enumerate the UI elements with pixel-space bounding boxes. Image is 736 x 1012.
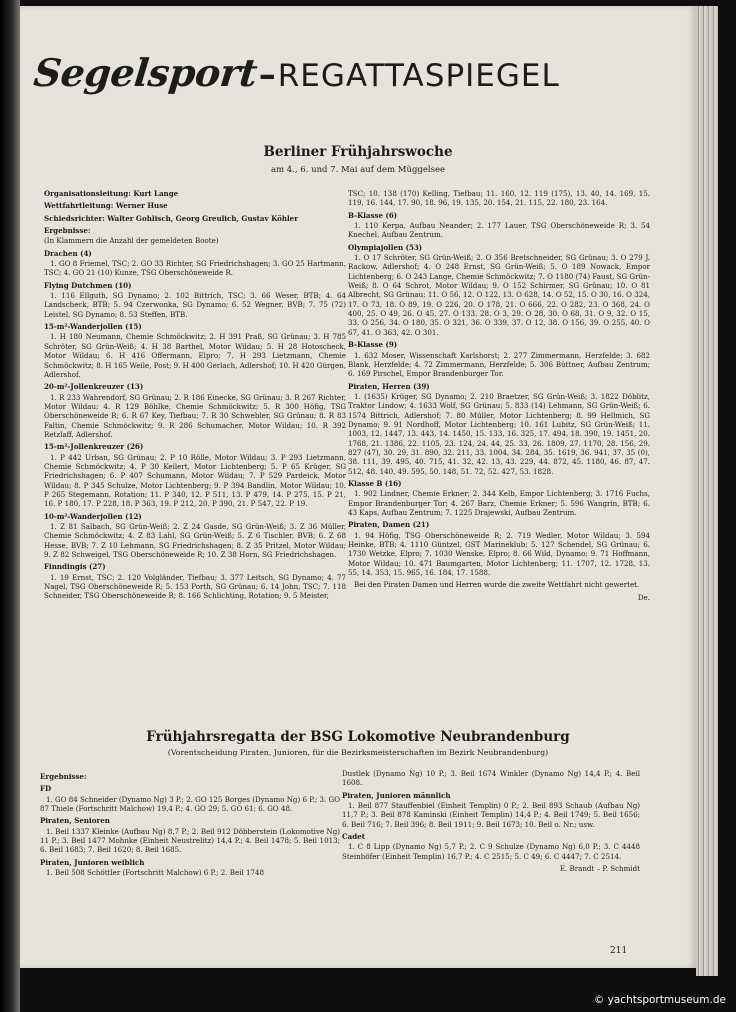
result-paragraph: 1. GO 8 Friemel, TSC; 2. GO 33 Richter, SG Friedrichshagen; 3. GO 25 Hartmann, TSC; 4. GO 21 (10) Kunze, TSG Oberschöneweide R. bbox=[44, 259, 346, 278]
magazine-page bbox=[20, 6, 696, 968]
class-heading: B-Klasse (9) bbox=[348, 340, 398, 350]
header-caps-word: REGATTASPIEGEL bbox=[277, 58, 560, 94]
class-heading: Piraten, Herren (39) bbox=[348, 381, 430, 391]
class-heading: Piraten, Senioren bbox=[40, 816, 110, 826]
class-heading: Piraten, Damen (21) bbox=[348, 520, 430, 530]
result-paragraph: 1. Beil 877 Stauffenbiel (Einheit Templin) 0 P.; 2. Beil 893 Schaub (Aufbau Ng) 11,7 P.; 3. Beil 878 Kaminski (Einheit Templin) 14,4 P.; 4. Beil 1749; 5. Beil 1656; 6. Beil 716; 7. Beil 396; 8. Beil 1911; 9. Beil 1673; 10. Beil o. Nr.; usw. bbox=[342, 801, 640, 829]
class-heading: Drachen (4) bbox=[44, 248, 92, 258]
officials-line: Schiedsrichter: Walter Gohlisch, Georg Greulich, Gustav Köhler bbox=[44, 213, 298, 223]
class-heading: Ergebnisse: bbox=[40, 772, 87, 781]
result-paragraph: 1. Z 81 Salbach, SG Grün-Weiß; 2. Z 24 Gasde, SG Grün-Weiß; 3. Z 36 Müller, Chemie Schmöckwitz; 4. Z 83 Lahl, SG Grün-Weiß; 5. Z 6 Tischler, BVB; 6. Z 68 Hesse, BVB; 7. Z 10 Lehmann, SG Friedrichshagen; 8. Z 35 Pritzel, Motor Wildau; 9. Z 82 Schweigel, TSG Oberschöneweide R; 10. Z 38 Horn, SG Friedrichshagen. bbox=[44, 522, 346, 560]
result-paragraph: 1. Beil 1337 Kleinke (Aufbau Ng) 8,7 P.; 2. Beil 912 Döbberstein (Lokomotive Ng) 11 P.; 3. Beil 1477 Mohnke (Einheit Neustrelitz) 14,4 P.; 4. Beil 1478; 5. Beil 1013; 6. Beil 1683; 7. Beil 1620; 8. Beil 1685. bbox=[40, 826, 340, 855]
section2-subtitle: (Vorentscheidung Piraten, Junioren, für die Bezirksmeisterschaften im Bezirk Neubrandenburg) bbox=[167, 748, 549, 757]
result-paragraph: Dustlek (Dynamo Ng) 10 P.; 3. Beil 1674 Winkler (Dynamo Ng) 14,4 P.; 4. Beil 1608. bbox=[342, 769, 640, 788]
class-heading: Finndingis (27) bbox=[44, 562, 106, 572]
class-heading: Cadet bbox=[342, 832, 365, 842]
watermark: © yachtsportmuseum.de bbox=[593, 994, 726, 1006]
result-paragraph: 1. GO 84 Schneider (Dynamo Ng) 3 P.; 2. GO 125 Borges (Dynamo Ng) 6 P.; 3. GO 87 Thiele (Fortschritt Malchow) 19,4 P.; 4. GO 29; 5. GO 61; 6. GO 48. bbox=[40, 794, 341, 814]
result-paragraph: 1. R 233 Wahrendorf, SG Grünau; 2. R 186 Einecke, SG Grünau; 3. R 267 Richter, Motor Wildau; 4. R 129 Böhlke, Chemie Schmöckwitz; 5. R 300 Höfig, TSG Oberschöneweide R; 6. R 67 Key, Tiefbau; 7. R 30 Schwebler, SG Grünau; 8. R 83 Faltin, Chemie Schmöckwitz; 9. R 286 Schumacher, Motor Wildau; 10. R 392 Retzlaff, Adlershof. bbox=[44, 392, 346, 439]
class-heading: B-Klasse (6) bbox=[348, 210, 398, 220]
class-heading: Olympiajollen (53) bbox=[348, 242, 423, 252]
result-paragraph: 1. H 180 Neumann, Chemie Schmöckwitz; 2. H 391 Praß, SG Grünau; 3. H 785 Schröter, SG Grün-Weiß; 4. H 38 Barthel, Motor Wildau; 5. H 28 Hotoscheck, Motor Wildau; 6. H 416 Offermann, Elpro; 7. H 293 Lietzmann, Chemie Schmöckwitz; 8. H 165 Weile, Post; 9. H 400 Gerlach, Adlershof; 10. H 420 Gürgen, Adlershof. bbox=[44, 332, 346, 379]
result-paragraph: 1. C 8 Lipp (Dynamo Ng) 5,7 P.; 2. C 9 Schulze (Dynamo Ng) 6,0 P.; 3. C 4448 Steinhöfer (Einheit Templin) 16,7 P.; 4. C 2515; 5. C 49; 6. C 4447; 7. C 2514. bbox=[342, 842, 640, 861]
result-paragraph: 1. O 17 Schröter, SG Grün-Weiß; 2. O 356 Bretschneider, SG Grünau; 3. O 279 J. Rackow, Adlershof; 4. O 248 Ernst, SG Grün-Weiß; 5. O 189 Nowack, Empor Lichtenberg; 6. O 243 Lange, Chemie Schmöckwitz; 7. O 1180 (74) Faust, SG Grün-Weiß; 8. O 64 Schrot, Motor Wildau; 9. O 152 Schirmer, SG Grünau; 10. O 81 Albrecht, SG Grünau; 11. O 56, 12. O 122, 13. O 628, 14. O 52, 15. O 30, 16. O 324, 17. O 73, 18. O 89, 19. O 226, 20. O 178, 21. O 666, 22. O 282, 23. O 368, 24. O 400, 25. O 49, 26. O 45, 27. O 133, 28. O 3, 29. O 28, 30. O 68, 31. O 9, 32. O 15, 33. O 256, 34. O 180, 35. O 321, 36. O 339, 37. O 12, 38. O 156, 39. O 255, 40. O 67, 41. O 363, 42. O 301. bbox=[348, 253, 650, 337]
section2-title: Frühjahrsregatta der BSG Lokomotive Neubrandenburg bbox=[146, 729, 570, 745]
officials-line: Wettfahrtleitung: Werner Huse bbox=[44, 201, 168, 211]
result-paragraph: 1. (1635) Krüger, SG Dynamo; 2. 210 Braetzer, SG Grün-Weiß; 3. 1822 Döblitz, Traktor Lindow; 4. 1633 Wolf, SG Grünau; 5. 833 (14) Lehmann, SG Grün-Weiß; 6. 1574 Bittrich, Adlershof; 7. 80 Müller, Motor Lichtenberg; 8. 99 Hellmich, SG Dynamo; 9. 91 Nordhoff, Motor Lichtenberg; 10. 161 Lubitz, SG Grün-Weiß; 11. 1003, 12. 1447, 13. 443, 14. 1450, 15. 133, 16. 325, 17. 494, 18. 390, 19. 1451, 20. 1768, 21. 1386, 22. 1105, 23. 124, 24. 44, 25. 33, 26. 1809, 27. 1170, 28. 156, 29. 827 (47), 30. 29, 31. 890, 32. 211, 33. 1004, 34. 284, 35. 1619, 36. 941, 37. 35 (0), 38. 111, 39. 495, 40. 715, 41. 32, 42. 13, 43. 229, 44. 872, 45. 1180, 46. 87, 47. 512, 48. 140, 49. 595, 50. 148, 51. 72, 52. 427, 53. 1828. bbox=[348, 391, 650, 476]
result-paragraph: 1. 19 Ernst, TSC; 2. 120 Volgländer, Tiefbau; 3. 377 Leitsch, SG Dynamo; 4. 77 Nagel, TSG Oberschöneweide R; 5. 153 Porth, SG Grünau; 6. 14 John, TSC; 7. 118 Schneider, TSG Oberschöneweide R; 8. 166 Schlichting, Rotation; 9. 5 Meister, bbox=[44, 572, 346, 601]
class-heading: Piraten, Junioren weiblich bbox=[40, 857, 145, 867]
signature: E. Brandt – P. Schmidt bbox=[559, 864, 640, 874]
class-heading: Ergebnisse: bbox=[44, 226, 91, 236]
result-paragraph: (In Klammern die Anzahl der gemeldeten Boote) bbox=[44, 236, 219, 246]
section2-right-column bbox=[342, 769, 640, 876]
result-paragraph: TSC; 10. 138 (170) Kelling, Tiefbau; 11. 160, 12. 119 (175), 13. 40, 14. 169, 15. 119, 16. 144, 17. 90, 18. 96, 19. 135, 20. 154, 21. 115, 22. 180, 23. 164. bbox=[348, 189, 650, 208]
result-paragraph: 1. Beil 508 Schöttler (Fortschritt Malchow) 6 P.; 2. Beil 1748 bbox=[46, 868, 265, 878]
section1-right-column bbox=[348, 189, 650, 605]
class-heading: Piraten, Junioren männlich bbox=[342, 790, 451, 800]
page-header bbox=[31, 50, 674, 110]
page-stack-edge bbox=[696, 6, 718, 976]
section2-left-column bbox=[40, 769, 340, 880]
header-dash: – bbox=[258, 55, 276, 95]
result-paragraph: 1. 94 Höfig, TSG Oberschöneweide R; 2. 719 Wedler, Motor Wildau; 3. 594 Heinke, BTB; 4. 1110 Güntzel, GST Marineklub; 5. 127 Schendel, SG Grünau; 6. 1730 Wetzke, Elpro; 7. 1030 Wenske, Elpro; 8. 66 Wild, Dynamo; 9. 71 Hoffmann, Motor Wildau; 10. 471 Baumgarten, Motor Lichtenberg; 11. 1707, 12. 1728, 13. 55, 14. 353, 15. 965, 16. 184, 17. 1588. bbox=[348, 530, 650, 578]
result-paragraph: 1. P 442 Urban, SG Grünau; 2. P 10 Rölle, Motor Wildau; 3. P 293 Lietzmann, Chemie Schmöckwitz; 4. P 30 Keilert, Motor Lichtenberg; 5. P 65 Krüger, SG Friedrichshagen; 6. P 407 Schumann, Motor Wildau; 7. P 529 Pardeick, Motor Wildau; 8. P 345 Schulze, Motor Lichtenberg; 9. P 394 Bandlin, Motor Wildau; 10. P 265 Stegemann, Rotation; 11. P 340, 12. P 511, 13. P 479, 14. P 275, 15. P 21, 16. P 180, 17. P 228, 18. P 363, 19. P 212, 20. P 390, 21. P 547, 22. P 19. bbox=[44, 452, 346, 509]
section1-left-column bbox=[44, 189, 346, 604]
section1-title: Berliner Frühjahrswoche bbox=[263, 144, 453, 160]
header-script-word: Segelsport bbox=[31, 50, 260, 95]
result-paragraph: 1. 632 Moser, Wissenschaft Karlshorst; 2. 277 Zimmermann, Herzfelde; 3. 682 Blank, Herzfelde; 4. 72 Zimmermann, Herzfelde; 5. 306 Büttner, Aufbau Zentrum; 6. 169 Pirschel, Empor Brandenburger Tor. bbox=[348, 350, 650, 379]
page-number: 211 bbox=[610, 946, 628, 956]
result-paragraph: 1. 110 Kerpa, Aufbau Neander; 2. 177 Lauer, TSG Oberschöneweide R; 3. 54 Knechel, Aufbau Zentrum. bbox=[348, 221, 650, 240]
class-heading: 15-m²-Jollenkreuzer (26) bbox=[44, 442, 144, 452]
officials-line: Organisationsleitung: Kurt Lange bbox=[44, 189, 179, 198]
class-heading: 15-m²-Wanderjollen (15) bbox=[44, 322, 142, 332]
class-heading: Klasse B (16) bbox=[348, 478, 402, 488]
class-heading: 10-m²-Wanderjollen (12) bbox=[44, 511, 142, 521]
section1-subtitle: am 4., 6. und 7. Mai auf dem Müggelsee bbox=[270, 165, 446, 175]
class-heading: FD bbox=[40, 784, 52, 794]
result-paragraph: 1. 116 Ellguth, SG Dynamo; 2. 102 Bittrich, TSC; 3. 66 Weser, BTB; 4. 64 Landscheck, BTB; 5. 94 Czerwonka, SG Dynamo; 6. 52 Wegner, BVB; 7. 75 (72) Leistel, SG Dynamo; 8. 53 Steffen, BTB. bbox=[44, 291, 346, 319]
class-heading: Flying Dutchmen (10) bbox=[44, 280, 132, 290]
result-paragraph: Bei den Piraten Damen und Herren wurde die zweite Wettfahrt nicht gewertet. bbox=[354, 580, 640, 590]
book-gutter-shadow bbox=[0, 0, 20, 1012]
class-heading: 20-m²-Jollenkreuzer (13) bbox=[44, 382, 144, 392]
result-paragraph: 1. 902 Lindner, Chemie Erkner; 2. 344 Kelb, Empor Lichtenberg; 3. 1716 Fuchs, Empor Brandenburger Tor; 4. 267 Barz, Chemie Erkner; 5. 596 Wangrin, BTB; 6. 43 Kaps, Aufbau Zentrum; 7. 1225 Drajewski, Aufbau Zentrum. bbox=[348, 489, 650, 517]
signature: De. bbox=[637, 592, 650, 602]
